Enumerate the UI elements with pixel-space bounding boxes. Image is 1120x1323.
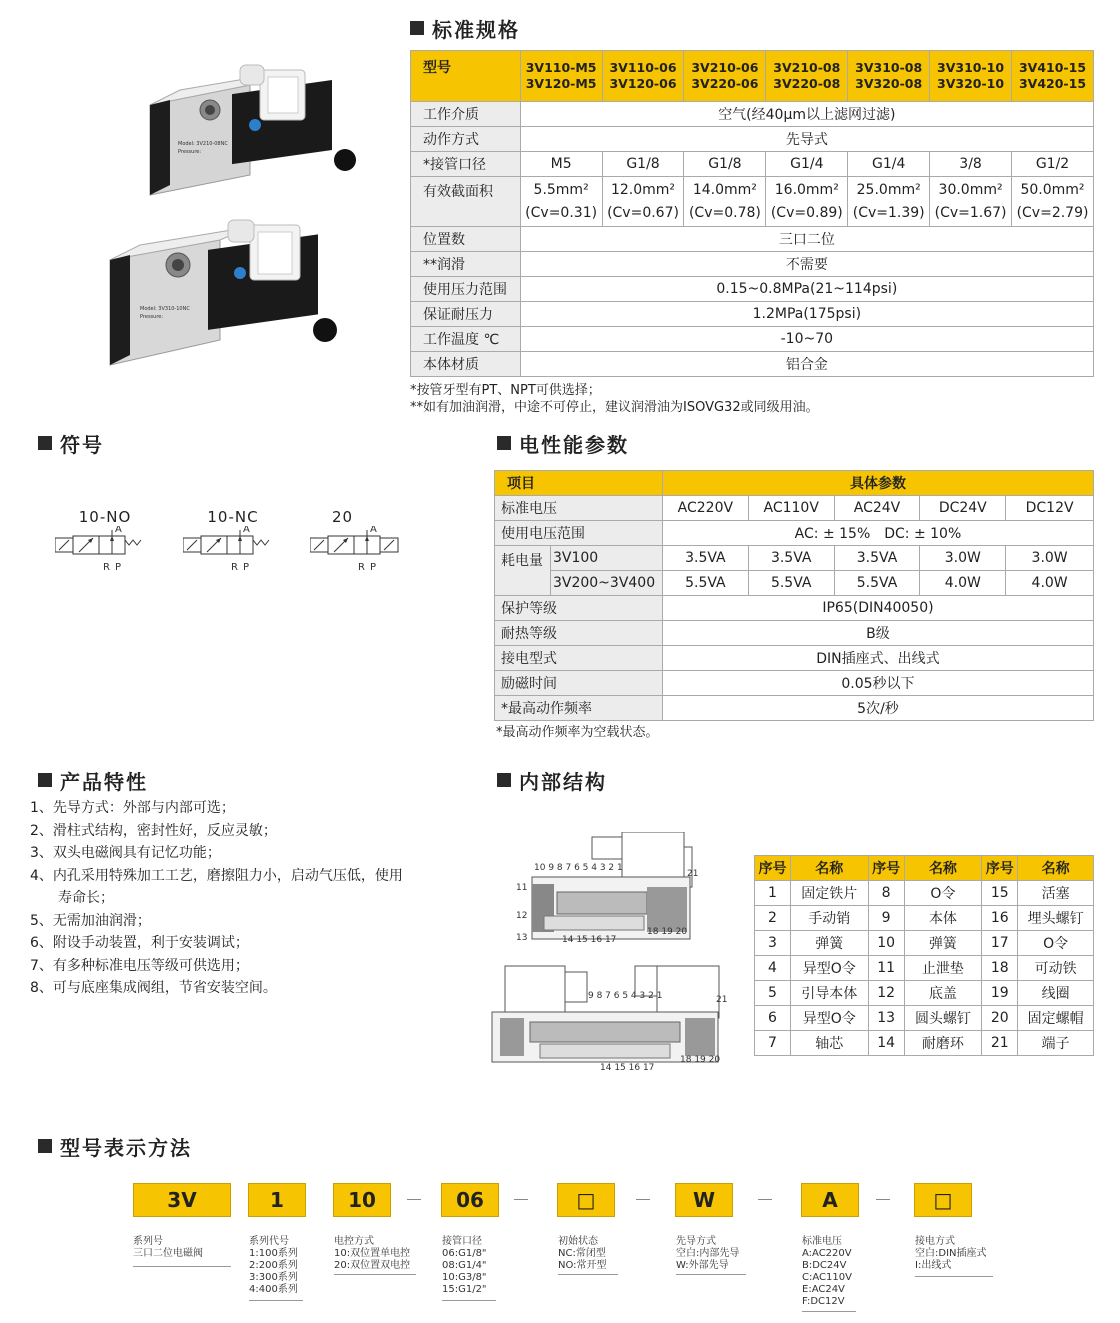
code-desc-connection: 接电方式 空白:DIN插座式 I:出线式 <box>915 1236 987 1271</box>
photo1-label2: Pressure: <box>178 149 202 155</box>
spec-table <box>410 50 1094 377</box>
structure-table <box>754 855 1094 1056</box>
model-label: 型号 <box>411 51 521 102</box>
code-initial-state: □ <box>557 1183 615 1217</box>
table-row: 4 异型O令 11 止泄垫 18 可动铁 <box>755 956 1094 981</box>
structure-section-header <box>497 765 1094 795</box>
model-cell: 3V410-15 3V420-15 <box>1012 51 1094 102</box>
table-row: 1 固定铁片 8 O令 15 活塞 <box>755 881 1094 906</box>
table-row: 5 引导本体 12 底盖 19 线圈 <box>755 981 1094 1006</box>
svg-text:9 8 7 6 5 4 3 2 1: 9 8 7 6 5 4 3 2 1 <box>588 991 663 1001</box>
elec-row-voltage: 标准电压 AC220V AC110V AC24V DC24V DC12V <box>495 496 1094 521</box>
code-separator <box>876 1199 890 1200</box>
symbol-title: 符号 <box>60 432 104 457</box>
table-row: 3 弹簧 10 弹簧 17 O令 <box>755 931 1094 956</box>
code-desc-control: 电控方式 10:双位置单电控 20:双位置双电控 <box>334 1236 411 1271</box>
features-section-header <box>38 765 438 795</box>
svg-text:18 19 20: 18 19 20 <box>647 927 688 937</box>
code-desc-series-number: 系列代号 1:100系列 2:200系列 3:300系列 4:400系列 <box>249 1236 298 1295</box>
spec-row-action: 动作方式 先导式 <box>411 127 1094 152</box>
valve-symbol-icon <box>183 526 283 576</box>
list-item: 5、无需加油润滑； <box>30 912 151 929</box>
code-connection: □ <box>914 1183 972 1217</box>
code-desc-voltage: 标准电压 A:AC220V B:DC24V C:AC110V E:AC24V F:DC12V <box>802 1236 852 1307</box>
code-separator <box>514 1199 528 1200</box>
model-cell: 3V310-08 3V320-08 <box>848 51 930 102</box>
svg-text:P: P <box>115 562 123 573</box>
spec-row-positions: 位置数 三口二位 <box>411 227 1094 252</box>
svg-text:A: A <box>115 526 123 535</box>
list-item: 8、可与底座集成阀组，节省安装空间。 <box>30 980 277 996</box>
code-desc-pilot: 先导方式 空白:内部先导 W:外部先导 <box>676 1236 740 1271</box>
table-row: 2 手动销 9 本体 16 埋头螺钉 <box>755 906 1094 931</box>
code-underline <box>334 1274 416 1275</box>
code-underline <box>915 1276 993 1277</box>
code-underline <box>802 1311 856 1312</box>
structure-header-row: 序号 名称 序号 名称 序号 名称 <box>755 856 1094 881</box>
elec-row-freq: *最高动作频率 5次/秒 <box>495 696 1094 721</box>
features-list <box>30 797 450 1000</box>
spec-section-header <box>410 13 1094 43</box>
section-square-icon <box>410 21 424 35</box>
photo2-label2: Pressure: <box>140 314 164 320</box>
code-control: 10 <box>333 1183 391 1217</box>
valve-symbol-icon <box>310 526 410 576</box>
spec-row-medium: 工作介质 空气(经40μm以上滤网过滤) <box>411 102 1094 127</box>
list-item: 6、附设手动装置，利于安装调试； <box>30 935 249 951</box>
code-underline <box>676 1274 746 1275</box>
elec-row-excite: 励磁时间 0.05秒以下 <box>495 671 1094 696</box>
code-port: 06 <box>441 1183 499 1217</box>
features-title: 产品特性 <box>60 769 148 794</box>
structure-diagram-double <box>490 962 740 1077</box>
elec-row-protection: 保护等级 IP65(DIN40050) <box>495 596 1094 621</box>
code-voltage: A <box>801 1183 859 1217</box>
list-item: 寿命长； <box>30 890 114 906</box>
elec-row-heat: 耐热等级 B级 <box>495 621 1094 646</box>
code-separator <box>407 1199 421 1200</box>
list-item: 1、先导方式：外部与内部可选； <box>30 800 235 816</box>
list-item: 7、有多种标准电压等级可供选用； <box>30 957 249 974</box>
spec-row-area: 有效截面积 5.5mm² (Cv=0.31) 12.0mm² (Cv=0.67) 14.0mm² (Cv=0.78) 16.0mm² (Cv=0.89) 25.0mm² (Cv=1.39) 30.0mm² (Cv=1.67) 50.0mm² (Cv=2.79) <box>411 177 1094 227</box>
section-square-icon <box>38 1139 52 1153</box>
code-separator <box>636 1199 650 1200</box>
spec-row-pressure: 使用压力范围 0.15~0.8MPa(21~114psi) <box>411 277 1094 302</box>
spec-note-2: **如有加油润滑，中途不可停止，建议润滑油为ISOVG32或同级用油。 <box>410 400 819 415</box>
svg-text:R: R <box>103 562 111 573</box>
symbol-section-header <box>38 428 438 458</box>
elec-row-power-1: 耗电量 3V100 3.5VA 3.5VA 3.5VA 3.0W 3.0W <box>495 546 1094 571</box>
model-cell: 3V310-10 3V320-10 <box>930 51 1012 102</box>
svg-text:13: 13 <box>516 933 528 943</box>
code-desc-series: 系列号 三口二位电磁阀 <box>133 1236 203 1259</box>
elec-row-connect: 接电型式 DIN插座式、出线式 <box>495 646 1094 671</box>
spec-note-1: *按管牙型有PT、NPT可供选择； <box>410 383 601 398</box>
structure-title: 内部结构 <box>519 769 607 794</box>
code-series: 3V <box>133 1183 231 1217</box>
section-square-icon <box>38 436 52 450</box>
svg-text:R: R <box>358 562 366 573</box>
svg-text:11: 11 <box>516 883 528 893</box>
svg-text:18 19 20: 18 19 20 <box>680 1055 721 1065</box>
elec-table <box>494 470 1094 721</box>
model-cell: 3V110-06 3V120-06 <box>602 51 684 102</box>
spec-row-lube: **润滑 不需要 <box>411 252 1094 277</box>
elec-section-header <box>497 428 1094 458</box>
table-row: 7 轴芯 14 耐磨环 21 端子 <box>755 1031 1094 1056</box>
elec-row-power-2: 3V200~3V400 5.5VA 5.5VA 5.5VA 4.0W 4.0W <box>495 571 1094 596</box>
valve-photo-1 <box>140 55 370 205</box>
svg-text:A: A <box>243 526 251 535</box>
section-square-icon <box>38 773 52 787</box>
model-cell: 3V210-08 3V220-08 <box>766 51 848 102</box>
spec-title: 标准规格 <box>432 17 520 42</box>
code-desc-initial-state: 初始状态 NC:常闭型 NO:常开型 <box>558 1236 607 1271</box>
svg-text:10 9 8 7 6 5 4 3 2 1: 10 9 8 7 6 5 4 3 2 1 <box>534 863 623 873</box>
spec-row-proof: 保证耐压力 1.2MPa(175psi) <box>411 302 1094 327</box>
section-square-icon <box>497 436 511 450</box>
valve-photo-2 <box>100 215 350 375</box>
list-item: 4、内孔采用特殊加工工艺，磨擦阻力小，启动气压低，使用 <box>30 867 403 884</box>
elec-note: *最高动作频率为空载状态。 <box>496 725 659 740</box>
svg-text:P: P <box>370 562 378 573</box>
svg-text:14 15 16 17: 14 15 16 17 <box>562 935 617 945</box>
spec-row-port: *接管口径 M5 G1/8 G1/8 G1/4 G1/4 3/8 G1/2 <box>411 152 1094 177</box>
code-underline <box>442 1300 496 1301</box>
section-square-icon <box>497 773 511 787</box>
code-underline <box>249 1300 303 1301</box>
ordering-section-header <box>38 1131 1094 1161</box>
code-desc-port: 接管口径 06:G1/8" 08:G1/4" 10:G3/8" 15:G1/2" <box>442 1236 487 1295</box>
svg-text:R: R <box>231 562 239 573</box>
model-cell: 3V110-M5 3V120-M5 <box>520 51 602 102</box>
spec-model-row <box>411 51 1094 102</box>
list-item: 3、双头电磁阀具有记忆功能； <box>30 845 221 861</box>
svg-text:21: 21 <box>716 995 728 1005</box>
svg-text:12: 12 <box>516 911 528 921</box>
svg-text:P: P <box>243 562 251 573</box>
spec-row-material: 本体材质 铝合金 <box>411 352 1094 377</box>
symbol-item-no: 10-NO A R P <box>55 508 155 580</box>
svg-text:21: 21 <box>687 869 699 879</box>
spec-row-temp: 工作温度 ℃ -10~70 <box>411 327 1094 352</box>
list-item: 2、滑柱式结构，密封性好，反应灵敏； <box>30 822 277 839</box>
code-underline <box>558 1274 618 1275</box>
structure-diagram-single <box>512 832 732 947</box>
svg-text:14 15 16 17: 14 15 16 17 <box>600 1063 655 1073</box>
code-separator <box>758 1199 772 1200</box>
photo2-label1: Model: 3V310-10NC <box>140 306 190 312</box>
table-row: 6 异型O令 13 圆头螺钉 20 固定螺帽 <box>755 1006 1094 1031</box>
elec-row-range: 使用电压范围 AC: ± 15% DC: ± 10% <box>495 521 1094 546</box>
symbol-item-nc: 10-NC A R P <box>183 508 283 580</box>
photo1-label1: Model: 3V210-08NC <box>178 141 228 147</box>
symbol-item-20: 20 A R P <box>310 508 410 580</box>
model-cell: 3V210-06 3V220-06 <box>684 51 766 102</box>
elec-header-row: 项目 具体参数 <box>495 471 1094 496</box>
svg-text:A: A <box>370 526 378 535</box>
code-pilot: W <box>675 1183 733 1217</box>
valve-symbol-icon <box>55 526 155 576</box>
code-series-number: 1 <box>248 1183 306 1217</box>
ordering-title: 型号表示方法 <box>60 1135 192 1160</box>
elec-title: 电性能参数 <box>519 432 629 457</box>
code-underline <box>133 1266 231 1267</box>
